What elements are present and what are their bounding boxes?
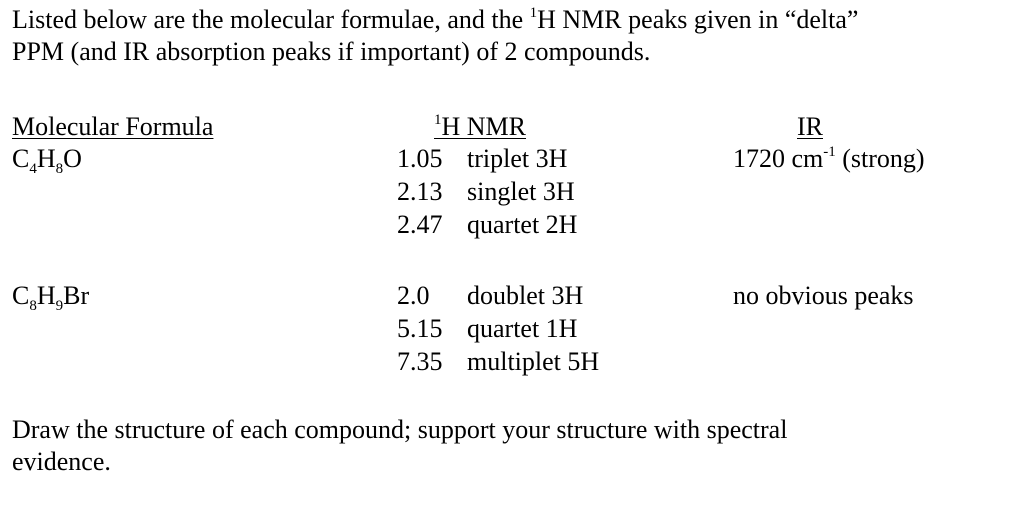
formula-subscript: 8 bbox=[55, 161, 64, 177]
closing-line-1: Draw the structure of each compound; support your structure with spectral bbox=[12, 415, 788, 444]
header-nmr-text: H NMR bbox=[441, 112, 527, 141]
intro-line-1-end: H NMR peaks given in “delta” bbox=[537, 5, 859, 34]
formula-part: H bbox=[36, 144, 56, 173]
header-nmr-superscript: 1 bbox=[434, 112, 442, 128]
formula-subscript: 4 bbox=[29, 161, 37, 177]
header-h-nmr bbox=[434, 111, 526, 143]
nmr-description: multiplet 5H bbox=[467, 347, 600, 376]
superscript-1: 1 bbox=[529, 5, 538, 21]
formula-part: C bbox=[12, 281, 30, 310]
ir-superscript: -1 bbox=[823, 144, 836, 160]
compound-2-formula bbox=[12, 280, 89, 312]
ir-value: 1720 cm bbox=[733, 144, 824, 173]
nmr-shift: 2.47 bbox=[397, 210, 443, 239]
intro-line-2: PPM (and IR absorption peaks if important) of 2 compounds. bbox=[12, 37, 651, 66]
nmr-description: triplet 3H bbox=[467, 144, 568, 173]
closing-instruction bbox=[12, 414, 912, 478]
ir-value: no obvious peaks bbox=[733, 281, 914, 310]
nmr-description: singlet 3H bbox=[467, 177, 575, 206]
nmr-description: quartet 1H bbox=[467, 314, 578, 343]
formula-part: O bbox=[63, 144, 82, 173]
nmr-shift: 7.35 bbox=[397, 347, 443, 376]
intro-line-1-text: Listed below are the molecular formulae, and the bbox=[12, 5, 530, 34]
nmr-shift: 5.15 bbox=[397, 314, 443, 343]
nmr-description: doublet 3H bbox=[467, 281, 584, 310]
nmr-shift: 2.0 bbox=[397, 281, 430, 310]
nmr-description: quartet 2H bbox=[467, 210, 578, 239]
formula-part: Br bbox=[63, 281, 90, 310]
header-ir: IR bbox=[797, 112, 823, 141]
formula-subscript: 8 bbox=[29, 298, 37, 314]
compound-1-ir bbox=[733, 143, 925, 175]
compound-2-ir bbox=[733, 280, 914, 312]
closing-line-2: evidence. bbox=[12, 447, 111, 476]
intro-line-1 bbox=[12, 4, 1012, 36]
header-molecular-formula: Molecular Formula bbox=[12, 112, 214, 141]
ir-note: (strong) bbox=[835, 144, 925, 173]
nmr-shift: 2.13 bbox=[397, 177, 443, 206]
formula-subscript: 9 bbox=[55, 298, 64, 314]
nmr-shift: 1.05 bbox=[397, 144, 443, 173]
compound-1-formula bbox=[12, 143, 82, 175]
formula-part: H bbox=[36, 281, 56, 310]
formula-part: C bbox=[12, 144, 30, 173]
intro-paragraph bbox=[12, 4, 1012, 68]
